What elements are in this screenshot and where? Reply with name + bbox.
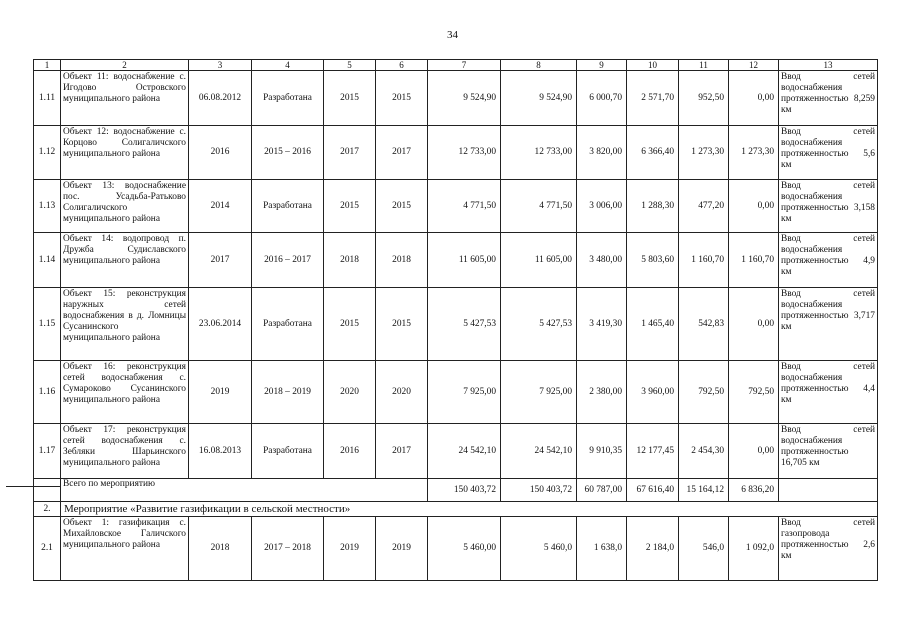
- total-v11: 15 164,12: [679, 479, 729, 502]
- value-col8: 12 733,00: [501, 126, 577, 180]
- value-col10: 1 288,30: [627, 180, 679, 233]
- object-name: Объект 13: водоснабжение пос. Усадьба-Ратьково Солигаличского муниципального района: [61, 180, 189, 233]
- doc-date: 23.06.2014: [189, 288, 252, 361]
- table-row: [34, 71, 878, 126]
- value-col12: 1 273,30: [729, 126, 779, 180]
- header-col-10: 10: [627, 60, 679, 71]
- doc-date: 2019: [189, 361, 252, 424]
- header-col-5: 5: [324, 60, 376, 71]
- year-end: 2015: [376, 180, 428, 233]
- value-col10: 2 571,70: [627, 71, 679, 126]
- total-v7: 150 403,72: [428, 479, 501, 502]
- value-col8: 7 925,00: [501, 361, 577, 424]
- doc-date: 06.08.2012: [189, 71, 252, 126]
- value-col10: 6 366,40: [627, 126, 679, 180]
- doc-date: 2018: [189, 517, 252, 581]
- value-col9: 3 480,00: [577, 233, 627, 288]
- value-col11: 2 454,30: [679, 424, 729, 479]
- row-number: 2.1: [34, 517, 61, 581]
- value-col7: 24 542,10: [428, 424, 501, 479]
- header-col-1: 1: [34, 60, 61, 71]
- value-col7: 5 427,53: [428, 288, 501, 361]
- year-end: 2015: [376, 288, 428, 361]
- result-text: Ввод сетей водоснабжения протяженностью 5,6 км: [779, 126, 878, 180]
- doc-date: 16.08.2013: [189, 424, 252, 479]
- value-col10: 2 184,0: [627, 517, 679, 581]
- value-col11: 952,50: [679, 71, 729, 126]
- year-end: 2020: [376, 361, 428, 424]
- value-col12: 1 092,0: [729, 517, 779, 581]
- value-col9: 3 006,00: [577, 180, 627, 233]
- value-col8: 11 605,00: [501, 233, 577, 288]
- page-number: 34: [447, 29, 458, 41]
- year-start: 2018: [324, 233, 376, 288]
- row-number: 1.11: [34, 71, 61, 126]
- program-table: [33, 59, 878, 581]
- header-col-7: 7: [428, 60, 501, 71]
- header-col-4: 4: [252, 60, 324, 71]
- object-name: Объект 14: водопровод п. Дружба Судиславского муниципального района: [61, 233, 189, 288]
- value-col7: 5 460,00: [428, 517, 501, 581]
- object-name: Объект 1: газификация с. Михайловское Галичского муниципального района: [61, 517, 189, 581]
- row-number: 1.17: [34, 424, 61, 479]
- doc-status: 2016 – 2017: [252, 233, 324, 288]
- doc-date: 2016: [189, 126, 252, 180]
- doc-status: Разработана: [252, 180, 324, 233]
- result-text: Ввод сетей водоснабжения протяженностью 4,4 км: [779, 361, 878, 424]
- doc-status: 2017 – 2018: [252, 517, 324, 581]
- table-row: [34, 180, 878, 233]
- value-col8: 24 542,10: [501, 424, 577, 479]
- value-col12: 1 160,70: [729, 233, 779, 288]
- result-text: Ввод сетей водоснабжения протяженностью 8,259 км: [779, 71, 878, 126]
- result-text: Ввод сетей водоснабжения протяженностью 3,158 км: [779, 180, 878, 233]
- value-col12: 792,50: [729, 361, 779, 424]
- doc-status: Разработана: [252, 424, 324, 479]
- table-row: [34, 233, 878, 288]
- value-col10: 5 803,60: [627, 233, 679, 288]
- value-col12: 0,00: [729, 71, 779, 126]
- total-empty: [34, 479, 61, 502]
- value-col12: 0,00: [729, 424, 779, 479]
- year-start: 2016: [324, 424, 376, 479]
- value-col11: 477,20: [679, 180, 729, 233]
- value-col9: 6 000,70: [577, 71, 627, 126]
- header-col-3: 3: [189, 60, 252, 71]
- value-col9: 2 380,00: [577, 361, 627, 424]
- header-col-8: 8: [501, 60, 577, 71]
- header-col-9: 9: [577, 60, 627, 71]
- value-col11: 542,83: [679, 288, 729, 361]
- doc-status: Разработана: [252, 288, 324, 361]
- header-col-11: 11: [679, 60, 729, 71]
- value-col11: 546,0: [679, 517, 729, 581]
- object-name: Объект 12: водоснабжение с. Корцово Солигаличского муниципального района: [61, 126, 189, 180]
- result-text: Ввод сетей водоснабжения протяженностью 16,705 км: [779, 424, 878, 479]
- section-number: 2.: [34, 502, 61, 517]
- row-number: 1.14: [34, 233, 61, 288]
- year-end: 2017: [376, 424, 428, 479]
- table-row: [34, 517, 878, 581]
- year-start: 2015: [324, 71, 376, 126]
- year-start: 2015: [324, 288, 376, 361]
- table-row: [34, 126, 878, 180]
- header-col-2: 2: [61, 60, 189, 71]
- doc-date: 2017: [189, 233, 252, 288]
- section-row: [34, 502, 878, 517]
- row-number: 1.16: [34, 361, 61, 424]
- table-row: [34, 424, 878, 479]
- header-col-12: 12: [729, 60, 779, 71]
- value-col8: 5 460,0: [501, 517, 577, 581]
- year-end: 2015: [376, 71, 428, 126]
- result-text: Ввод сетей водоснабжения протяженностью 3,717 км: [779, 288, 878, 361]
- value-col10: 1 465,40: [627, 288, 679, 361]
- result-text: Ввод сетей газопровода протяженностью 2,6 км: [779, 517, 878, 581]
- value-col8: 9 524,90: [501, 71, 577, 126]
- year-end: 2017: [376, 126, 428, 180]
- total-result-empty: [779, 479, 878, 502]
- value-col10: 3 960,00: [627, 361, 679, 424]
- object-name: Объект 15: реконструкция наружных сетей водоснабжения в д. Ломницы Сусанинского муниципального района: [61, 288, 189, 361]
- total-row: [34, 479, 878, 502]
- value-col7: 7 925,00: [428, 361, 501, 424]
- value-col9: 1 638,0: [577, 517, 627, 581]
- total-label: Всего по мероприятию: [61, 479, 428, 502]
- header-col-13: 13: [779, 60, 878, 71]
- section-title: Мероприятие «Развитие газификации в сельской местности»: [61, 502, 878, 517]
- year-end: 2019: [376, 517, 428, 581]
- header-row: [34, 60, 878, 71]
- year-start: 2017: [324, 126, 376, 180]
- doc-status: 2018 – 2019: [252, 361, 324, 424]
- value-col7: 11 605,00: [428, 233, 501, 288]
- object-name: Объект 17: реконструкция сетей водоснабжения с. Зебляки Шарьинского муниципального района: [61, 424, 189, 479]
- value-col11: 1 160,70: [679, 233, 729, 288]
- value-col10: 12 177,45: [627, 424, 679, 479]
- value-col7: 9 524,90: [428, 71, 501, 126]
- table-row: [34, 288, 878, 361]
- year-start: 2019: [324, 517, 376, 581]
- value-col7: 12 733,00: [428, 126, 501, 180]
- object-name: Объект 16: реконструкция сетей водоснабжения с. Сумароково Сусанинского муниципального района: [61, 361, 189, 424]
- total-v9: 60 787,00: [577, 479, 627, 502]
- object-name: Объект 11: водоснабжение с. Игодово Островского муниципального района: [61, 71, 189, 126]
- value-col8: 5 427,53: [501, 288, 577, 361]
- year-start: 2020: [324, 361, 376, 424]
- year-end: 2018: [376, 233, 428, 288]
- value-col9: 3 419,30: [577, 288, 627, 361]
- value-col8: 4 771,50: [501, 180, 577, 233]
- value-col9: 9 910,35: [577, 424, 627, 479]
- row-number: 1.13: [34, 180, 61, 233]
- value-col7: 4 771,50: [428, 180, 501, 233]
- total-v12: 6 836,20: [729, 479, 779, 502]
- value-col11: 792,50: [679, 361, 729, 424]
- table-row: [34, 361, 878, 424]
- total-v10: 67 616,40: [627, 479, 679, 502]
- doc-date: 2014: [189, 180, 252, 233]
- result-text: Ввод сетей водоснабжения протяженностью 4,9 км: [779, 233, 878, 288]
- row-number: 1.15: [34, 288, 61, 361]
- value-col12: 0,00: [729, 180, 779, 233]
- value-col11: 1 273,30: [679, 126, 729, 180]
- value-col12: 0,00: [729, 288, 779, 361]
- year-start: 2015: [324, 180, 376, 233]
- row-number: 1.12: [34, 126, 61, 180]
- header-col-6: 6: [376, 60, 428, 71]
- value-col9: 3 820,00: [577, 126, 627, 180]
- total-v8: 150 403,72: [501, 479, 577, 502]
- doc-status: Разработана: [252, 71, 324, 126]
- doc-status: 2015 – 2016: [252, 126, 324, 180]
